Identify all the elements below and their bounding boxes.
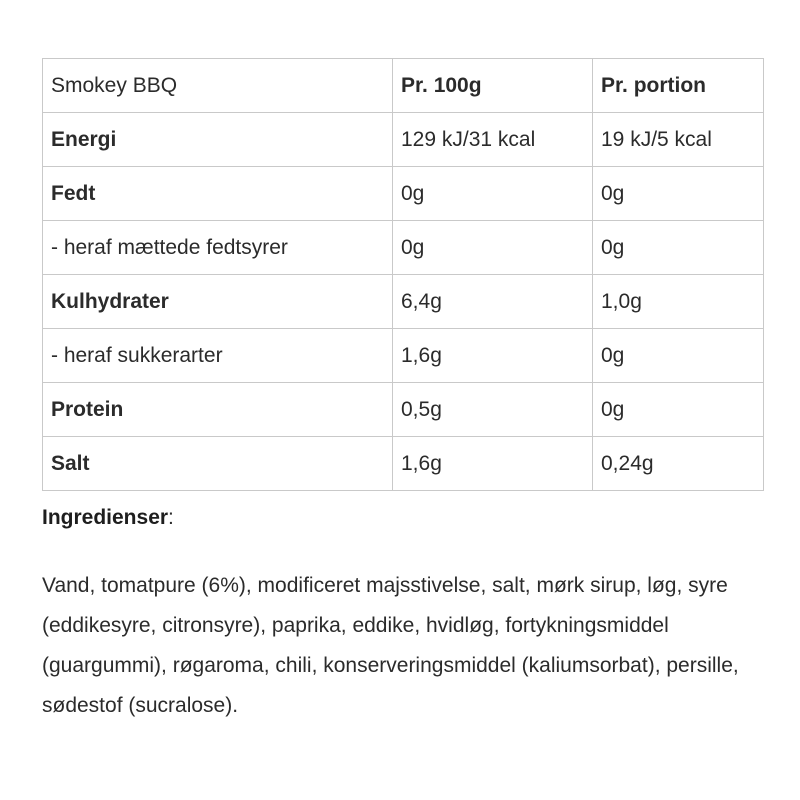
per-portion-value: 0g <box>593 221 764 275</box>
table-header-row <box>43 59 764 113</box>
per-100g-value: 0g <box>393 221 593 275</box>
per-portion-value: 0g <box>593 383 764 437</box>
table-row <box>43 167 764 221</box>
per-portion-value: 0g <box>593 167 764 221</box>
per-100g-value: 0g <box>393 167 593 221</box>
per-portion-value: 19 kJ/5 kcal <box>593 113 764 167</box>
nutrient-label: - heraf mættede fedtsyrer <box>43 221 393 275</box>
nutrition-table <box>42 58 764 491</box>
per-100g-value: 1,6g <box>393 437 593 491</box>
ingredients-text: Vand, tomatpure (6%), modificeret majsstivelse, salt, mørk sirup, løg, syre (eddikesyre, citronsyre), paprika, eddike, hvidløg, fortykningsmiddel (guargummi), røgaroma, chili, konserveringsmiddel (kaliumsorbat), persille, sødestof (sucralose). <box>42 574 739 717</box>
per-100g-value: 1,6g <box>393 329 593 383</box>
per-100g-value: 129 kJ/31 kcal <box>393 113 593 167</box>
per-portion-value: 1,0g <box>593 275 764 329</box>
ingredients-heading-label: Ingredienser <box>42 506 169 529</box>
per-portion-value: 0g <box>593 329 764 383</box>
per-portion-value: 0,24g <box>593 437 764 491</box>
table-row <box>43 329 764 383</box>
nutrient-label: Protein <box>43 383 393 437</box>
table-row <box>43 221 764 275</box>
nutrient-label: - heraf sukkerarter <box>43 329 393 383</box>
ingredients-heading <box>42 506 174 530</box>
nutrient-label: Kulhydrater <box>43 275 393 329</box>
nutrient-label: Energi <box>43 113 393 167</box>
ingredients-heading-colon: : <box>168 506 174 529</box>
per-100g-value: 6,4g <box>393 275 593 329</box>
table-row <box>43 437 764 491</box>
per-100g-value: 0,5g <box>393 383 593 437</box>
per-portion-header: Pr. portion <box>593 59 764 113</box>
per-100g-header: Pr. 100g <box>393 59 593 113</box>
product-name-cell: Smokey BBQ <box>43 59 393 113</box>
table-row <box>43 275 764 329</box>
nutrient-label: Fedt <box>43 167 393 221</box>
table-row <box>43 383 764 437</box>
nutrient-label: Salt <box>43 437 393 491</box>
table-row <box>43 113 764 167</box>
